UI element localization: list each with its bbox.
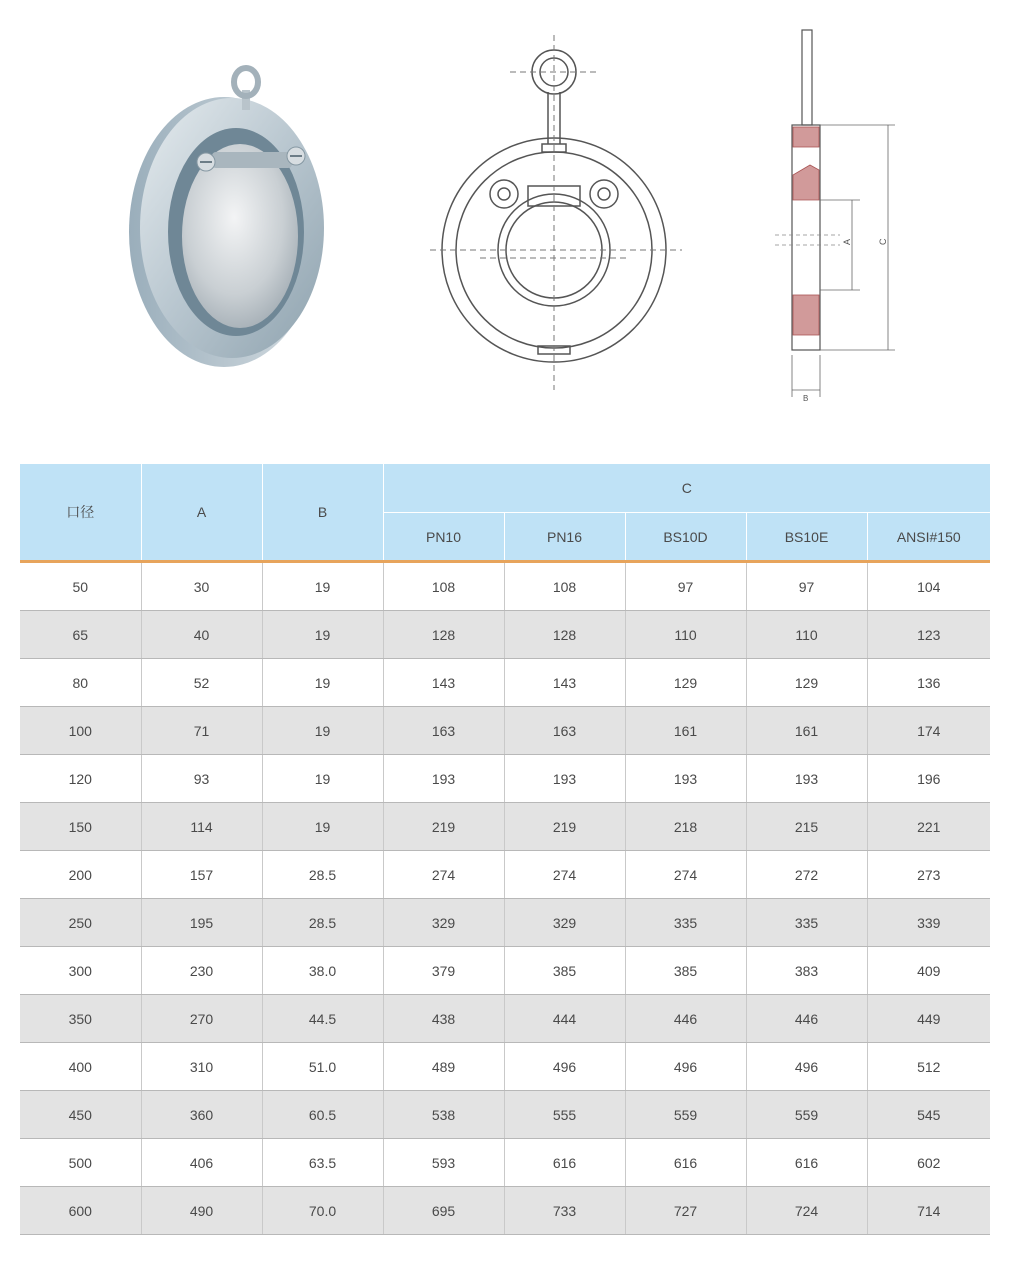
table-cell: 193 [383,755,504,803]
table-cell: 272 [746,851,867,899]
table-cell: 19 [262,659,383,707]
table-row [20,707,990,755]
table-row [20,755,990,803]
table-cell: 727 [625,1187,746,1235]
table-cell: 446 [625,995,746,1043]
table-cell: 602 [867,1139,990,1187]
table-cell: 379 [383,947,504,995]
table-cell: 538 [383,1091,504,1139]
table-cell: 163 [383,707,504,755]
table-cell: 19 [262,562,383,611]
table-cell: 310 [141,1043,262,1091]
table-cell: 616 [504,1139,625,1187]
table-cell: 193 [625,755,746,803]
table-cell: 200 [20,851,141,899]
table-cell: 28.5 [262,851,383,899]
table-cell: 93 [141,755,262,803]
header-bs10e: BS10E [746,513,867,562]
table-cell: 161 [625,707,746,755]
dimension-b-label: B [803,394,809,403]
table-cell: 221 [867,803,990,851]
table-cell: 52 [141,659,262,707]
table-cell: 114 [141,803,262,851]
table-cell: 593 [383,1139,504,1187]
table-cell: 174 [867,707,990,755]
table-cell: 215 [746,803,867,851]
table-cell: 100 [20,707,141,755]
table-cell: 335 [746,899,867,947]
table-cell: 218 [625,803,746,851]
table-cell: 70.0 [262,1187,383,1235]
table-cell: 63.5 [262,1139,383,1187]
table-cell: 545 [867,1091,990,1139]
table-row [20,1043,990,1091]
table-cell: 150 [20,803,141,851]
header-size: 口径 [20,464,141,562]
table-cell: 129 [625,659,746,707]
header-ansi150: ANSI#150 [867,513,990,562]
valve-photo [120,60,340,380]
table-row [20,899,990,947]
table-cell: 161 [746,707,867,755]
table-cell: 714 [867,1187,990,1235]
table-cell: 350 [20,995,141,1043]
table-cell: 450 [20,1091,141,1139]
table-cell: 80 [20,659,141,707]
table-cell: 110 [746,611,867,659]
table-cell: 329 [504,899,625,947]
table-cell: 438 [383,995,504,1043]
table-cell: 65 [20,611,141,659]
dimension-a-label: A [842,238,852,245]
table-row [20,947,990,995]
table-cell: 496 [746,1043,867,1091]
table-cell: 500 [20,1139,141,1187]
table-cell: 193 [746,755,867,803]
table-cell: 19 [262,611,383,659]
table-cell: 385 [504,947,625,995]
table-cell: 50 [20,562,141,611]
table-cell: 300 [20,947,141,995]
table-cell: 193 [504,755,625,803]
table-cell: 97 [625,562,746,611]
dimension-c-label: C [878,238,888,245]
table-cell: 385 [625,947,746,995]
table-cell: 120 [20,755,141,803]
table-cell: 250 [20,899,141,947]
table-cell: 496 [504,1043,625,1091]
table-cell: 274 [625,851,746,899]
table-cell: 128 [504,611,625,659]
table-cell: 196 [867,755,990,803]
table-cell: 128 [383,611,504,659]
table-cell: 489 [383,1043,504,1091]
front-view-drawing [420,30,700,400]
header-pn16: PN16 [504,513,625,562]
table-row [20,1187,990,1235]
side-view-drawing [770,25,900,405]
table-cell: 449 [867,995,990,1043]
table-cell: 163 [504,707,625,755]
table-cell: 108 [383,562,504,611]
table-cell: 110 [625,611,746,659]
table-cell: 444 [504,995,625,1043]
table-cell: 136 [867,659,990,707]
table-cell: 219 [383,803,504,851]
table-cell: 724 [746,1187,867,1235]
table-cell: 490 [141,1187,262,1235]
table-cell: 616 [625,1139,746,1187]
table-cell: 40 [141,611,262,659]
header-c: C [383,464,990,513]
table-cell: 219 [504,803,625,851]
table-cell: 733 [504,1187,625,1235]
table-cell: 274 [504,851,625,899]
table-cell: 97 [746,562,867,611]
table-cell: 60.5 [262,1091,383,1139]
table-cell: 71 [141,707,262,755]
header-pn10: PN10 [383,513,504,562]
table-cell: 409 [867,947,990,995]
table-cell: 104 [867,562,990,611]
table-cell: 19 [262,755,383,803]
table-cell: 44.5 [262,995,383,1043]
table-header-row [20,464,990,513]
header-a: A [141,464,262,562]
table-cell: 616 [746,1139,867,1187]
table-cell: 600 [20,1187,141,1235]
table-cell: 360 [141,1091,262,1139]
product-figures [0,0,1021,440]
header-b: B [262,464,383,562]
table-cell: 230 [141,947,262,995]
table-cell: 400 [20,1043,141,1091]
table-row [20,659,990,707]
table-cell: 273 [867,851,990,899]
table-cell: 195 [141,899,262,947]
header-bs10d: BS10D [625,513,746,562]
table-cell: 559 [625,1091,746,1139]
table-row [20,562,990,611]
table-cell: 51.0 [262,1043,383,1091]
table-cell: 143 [383,659,504,707]
table-cell: 38.0 [262,947,383,995]
table-cell: 339 [867,899,990,947]
table-row [20,803,990,851]
table-cell: 512 [867,1043,990,1091]
table-row [20,611,990,659]
table-cell: 274 [383,851,504,899]
table-cell: 695 [383,1187,504,1235]
table-cell: 108 [504,562,625,611]
table-cell: 383 [746,947,867,995]
table-cell: 555 [504,1091,625,1139]
dimension-table [20,464,990,1235]
table-cell: 123 [867,611,990,659]
table-cell: 19 [262,707,383,755]
table-cell: 30 [141,562,262,611]
table-cell: 446 [746,995,867,1043]
table-cell: 496 [625,1043,746,1091]
table-cell: 28.5 [262,899,383,947]
table-cell: 157 [141,851,262,899]
table-cell: 270 [141,995,262,1043]
table-row [20,995,990,1043]
table-cell: 19 [262,803,383,851]
table-cell: 329 [383,899,504,947]
table-row [20,1139,990,1187]
table-cell: 406 [141,1139,262,1187]
table-row [20,851,990,899]
table-cell: 129 [746,659,867,707]
table-body [20,562,990,1235]
table-cell: 335 [625,899,746,947]
table-cell: 143 [504,659,625,707]
table-row [20,1091,990,1139]
table-cell: 559 [746,1091,867,1139]
